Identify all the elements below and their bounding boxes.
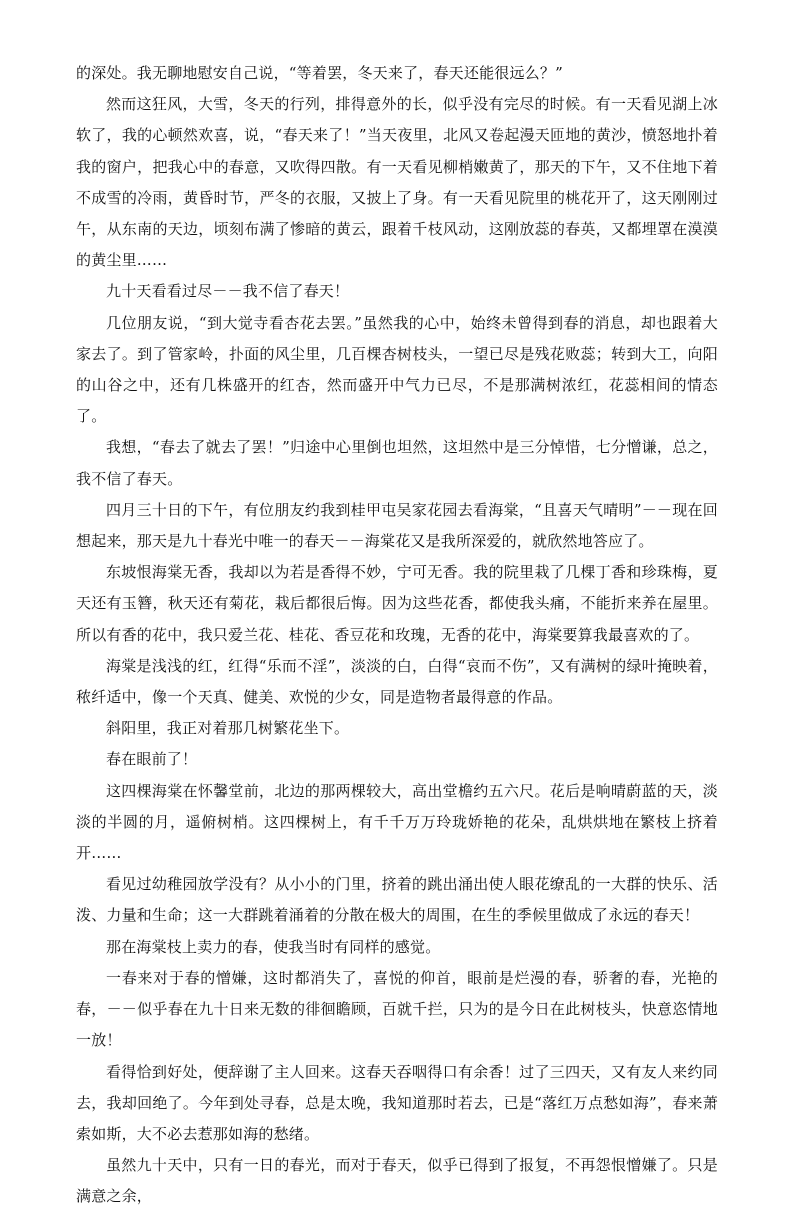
paragraph-3: 九十天看看过尽－－我不信了春天！ [106,282,350,301]
paragraph-14: 一春来对于春的憎嫌，这时都消失了，喜悦的仰首，眼前是烂漫的春，骄奢的春，光艳的春，－－似乎春在九十日来无数的徘徊瞻顾，百就千拦，只为的是今日在此树枝头，快意恣情地一放！ [76,968,718,1050]
paragraph-2: 然而这狂风，大雪，冬天的行列，排得意外的长，似乎没有完尽的时候。有一天看见湖上冰软了，我的心顿然欢喜，说，“春天来了！”当天夜里，北风又卷起漫天匝地的黄沙，愤怒地扑着我的窗户，把我心中的春意，又吹得四散。有一天看见柳梢嫩黄了，那天的下午，又不住地下着不成雪的冷雨，黄昏时节，严冬的衣服，又披上了身。有一天看见院里的桃花开了，这天刚刚过午，从东南的天边，顷刻布满了惨暗的黄云，跟着千枝风动，这刚放蕊的春英，又都埋罩在漠漠的黄尘里…… [76,95,718,270]
paragraph-12: 看见过幼稚园放学没有？从小小的门里，挤着的跳出涌出使人眼花缭乱的一大群的快乐、活泼、力量和生命；这一大群跳着涌着的分散在极大的周围，在生的季候里做成了永远的春天！ [76,875,718,925]
paragraph-7: 东坡恨海棠无香，我却以为若是香得不妙，宁可无香。我的院里栽了几棵丁香和珍珠梅，夏天还有玉簪，秋天还有菊花，栽后都很后悔。因为这些花香，都使我头痛，不能折来养在屋里。所以有香的花中，我只爱兰花、桂花、香豆花和玫瑰，无香的花中，海棠要算我最喜欢的了。 [76,563,718,644]
paragraph-4: 几位朋友说，“到大觉寺看杏花去罢。”虽然我的心中，始终未曾得到春的消息，却也跟着大家去了。到了管家岭，扑面的风尘里，几百棵杏树枝头，一望已尽是残花败蕊；转到大工，向阳的山谷之中，还有几株盛开的红杏，然而盛开中气力已尽，不是那满树浓红，花蕊相间的情态了。 [76,313,718,426]
paragraph-13: 那在海棠枝上卖力的春，使我当时有同样的感觉。 [106,937,441,956]
paragraph-10: 春在眼前了！ [106,750,198,769]
paragraph-8: 海棠是浅浅的红，红得“乐而不淫”，淡淡的白，白得“哀而不伤”，又有满树的绿叶掩映着，秾纤适中，像一个天真、健美、欢悦的少女，同是造物者最得意的作品。 [76,656,718,707]
paragraph-6: 四月三十日的下午，有位朋友约我到桂甲屯吴家花园去看海棠，“且喜天气晴明”－－现在回想起来，那天是九十春光中唯一的春天－－海棠花又是我所深爱的，就欣然地答应了。 [76,500,718,551]
document-page [76,58,718,1213]
paragraph-9: 斜阳里，我正对着那几树繁花坐下。 [106,719,350,738]
paragraph-1: 的深处。我无聊地慰安自己说，“等着罢，冬天来了，春天还能很远么？” [76,64,563,82]
paragraph-5: 我想，“春去了就去了罢！”归途中心里倒也坦然，这坦然中是三分悼惜，七分憎谦，总之，我不信了春天。 [76,438,718,488]
paragraph-11: 这四棵海棠在怀馨堂前，北边的那两棵较大，高出堂檐约五六尺。花后是响晴蔚蓝的天，淡淡的半圆的月，遥俯树梢。这四棵树上，有千千万万玲珑娇艳的花朵，乱烘烘地在繁枝上挤着开…… [76,781,718,863]
paragraph-16: 虽然九十天中，只有一日的春光，而对于春天，似乎已得到了报复，不再怨恨憎嫌了。只是满意之余， [76,1156,718,1206]
paragraph-15: 看得恰到好处，便辞谢了主人回来。这春天吞咽得口有余香！过了三四天，又有友人来约同去，我却回绝了。今年到处寻春，总是太晚，我知道那时若去，已是“落红万点愁如海”，春来萧索如斯，大不必去惹那如海的愁绪。 [76,1062,718,1143]
